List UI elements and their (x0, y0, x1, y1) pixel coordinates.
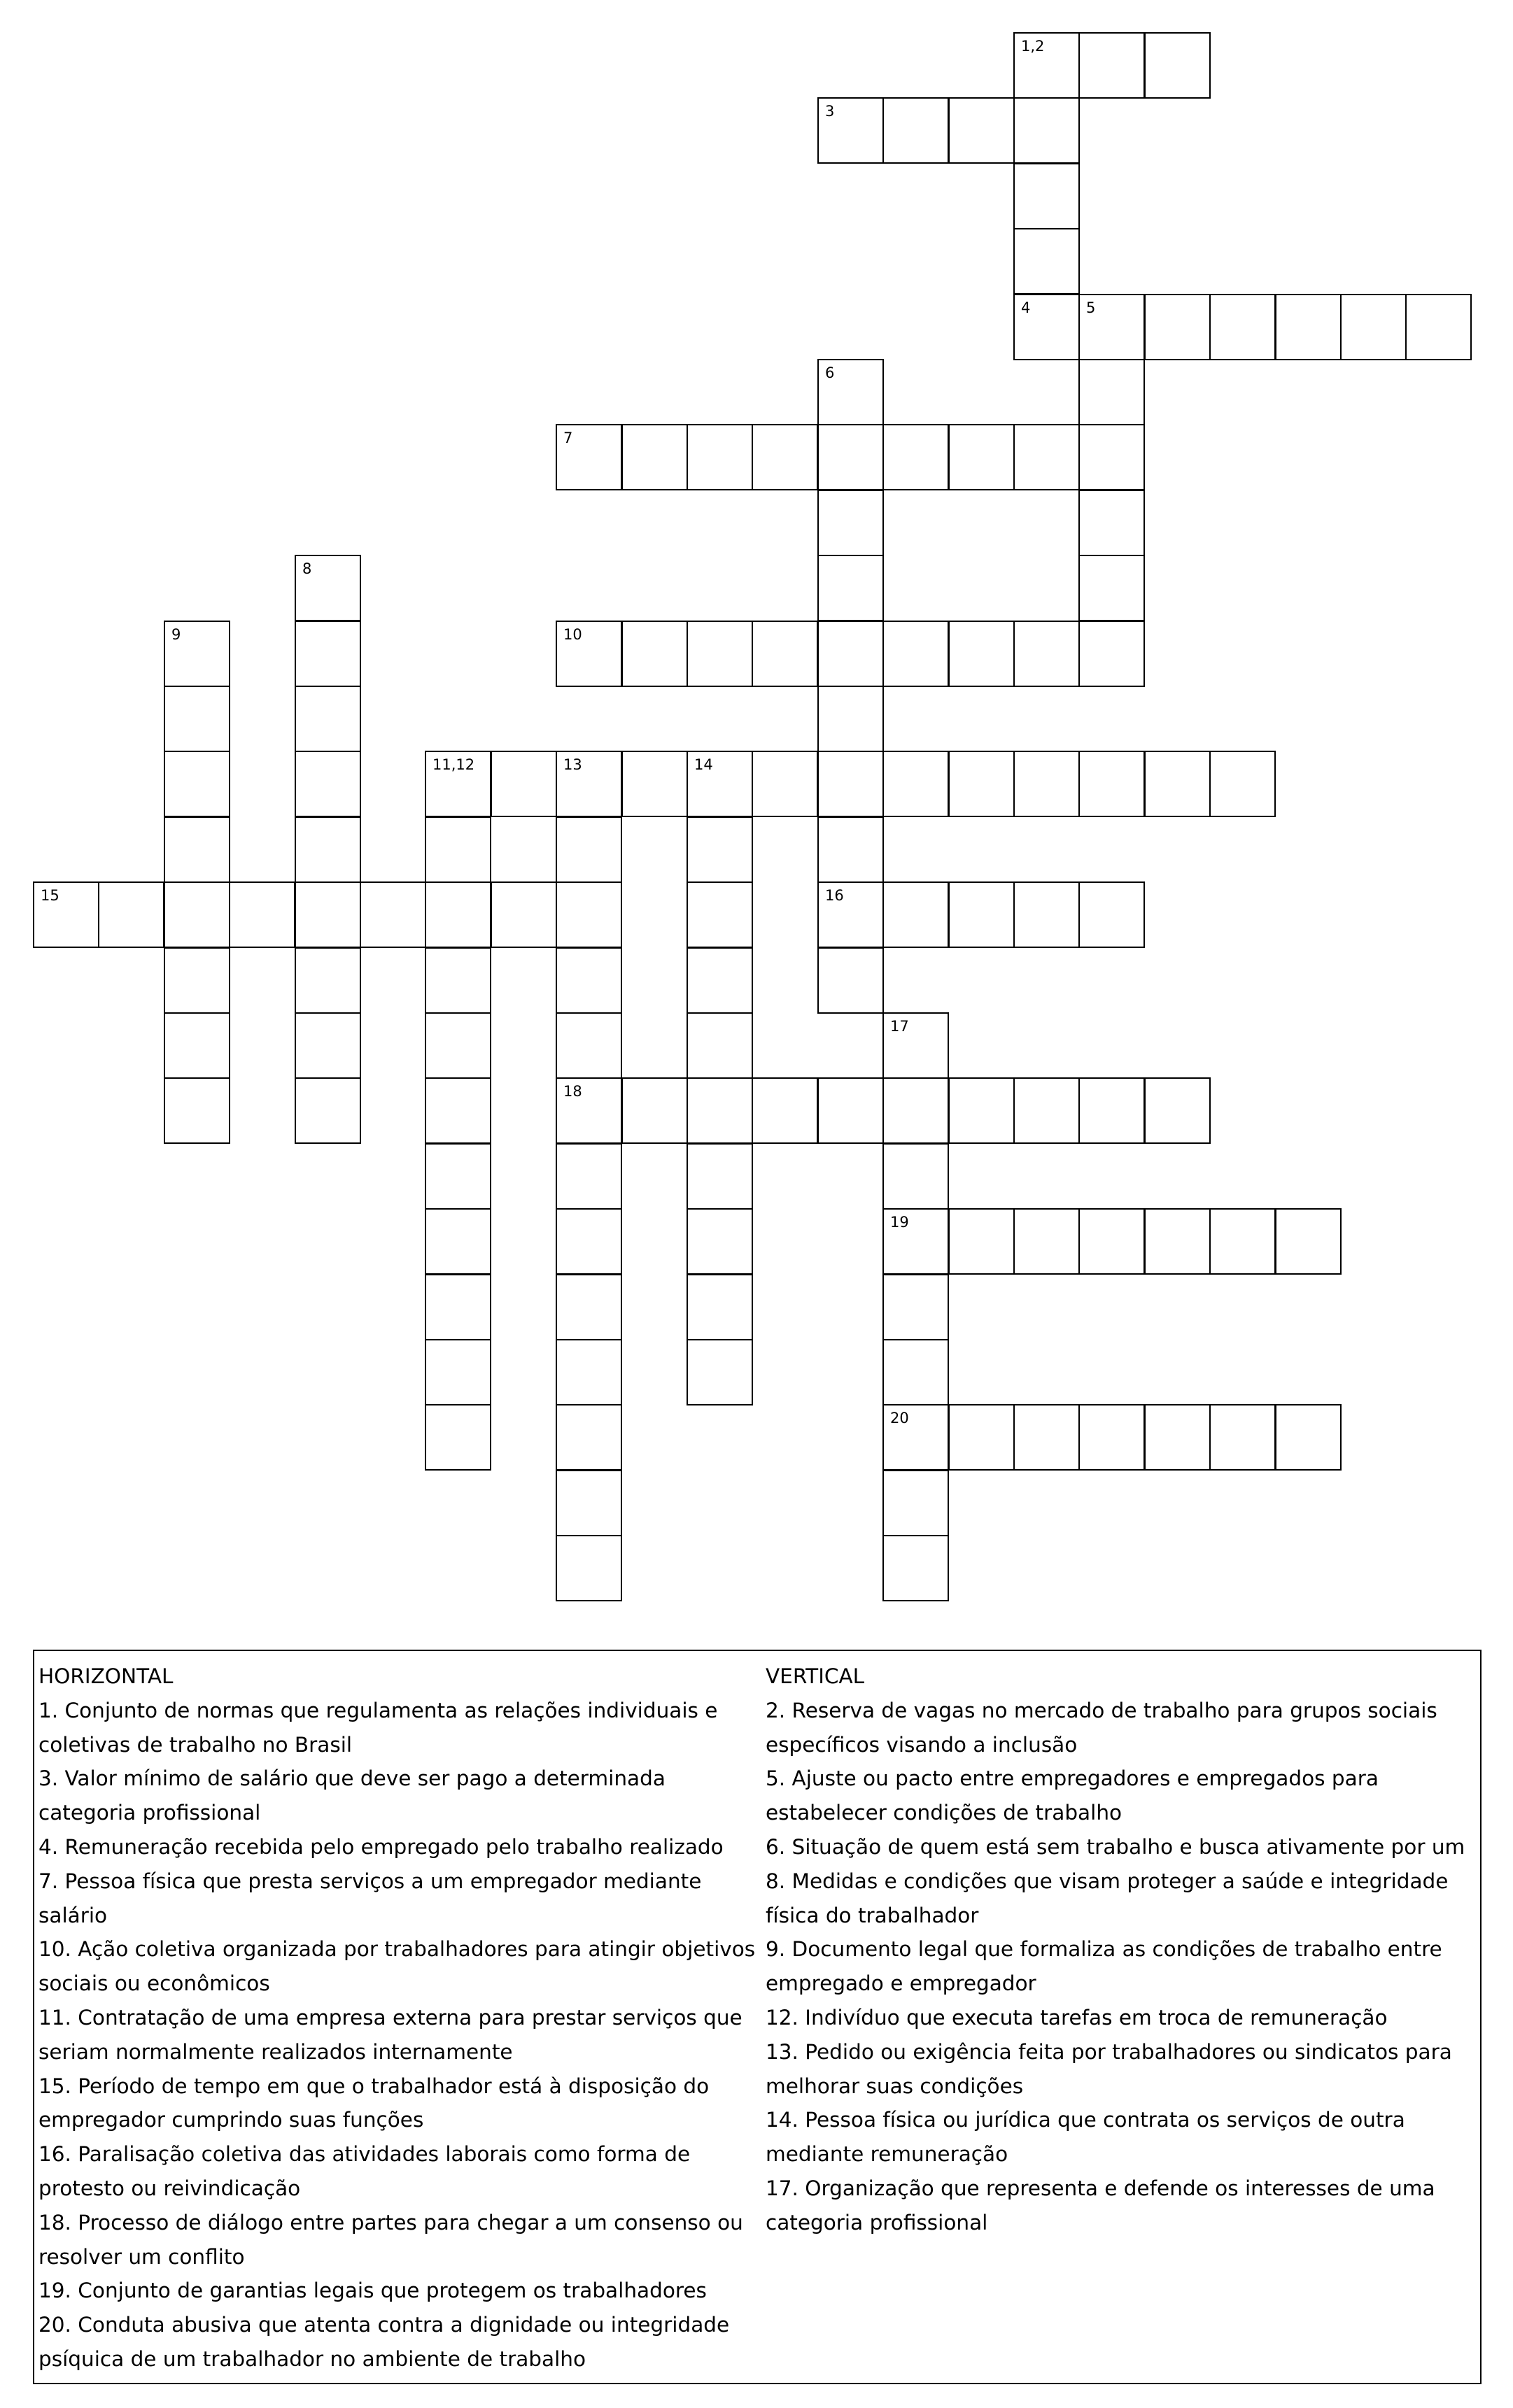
horizontal-clues (38, 1659, 763, 2377)
grid-cell[interactable] (882, 1470, 949, 1536)
grid-cell[interactable] (295, 555, 361, 621)
grid-cell[interactable] (1340, 294, 1407, 360)
clue-number: 20 (890, 1410, 909, 1426)
clue-down-8: 8. Medidas e condições que visam proteger a saúde e integridade física do trabalhador (766, 1869, 1449, 1927)
grid-cell[interactable] (164, 816, 230, 883)
grid-cell[interactable] (1209, 1208, 1276, 1275)
grid-cell[interactable] (687, 1143, 753, 1210)
grid-cell[interactable] (948, 424, 1015, 490)
clue-number: 16 (825, 887, 844, 904)
grid-cell[interactable] (360, 881, 426, 948)
grid-cell[interactable] (556, 947, 622, 1014)
clue-number: 10 (563, 626, 582, 643)
grid-cell[interactable] (1013, 751, 1080, 817)
grid-cell[interactable] (295, 816, 361, 883)
grid-cell[interactable] (687, 881, 753, 948)
grid-cell[interactable] (556, 1339, 622, 1405)
grid-cell[interactable] (817, 97, 884, 164)
grid-cell[interactable] (1078, 1208, 1145, 1275)
grid-cell[interactable] (425, 947, 491, 1014)
grid-cell[interactable] (948, 1208, 1015, 1275)
grid-cell[interactable] (1013, 32, 1080, 99)
grid-cell[interactable] (33, 881, 99, 948)
grid-cell[interactable] (1013, 424, 1080, 490)
grid-cell[interactable] (164, 751, 230, 817)
clue-down-13: 13. Pedido ou exigência feita por trabalhadores ou sindicatos para melhorar suas condições (766, 2039, 1452, 2098)
grid-cell[interactable] (752, 751, 818, 817)
grid-cell[interactable] (752, 1077, 818, 1144)
grid-cell[interactable] (425, 1274, 491, 1340)
grid-cell[interactable] (882, 1339, 949, 1405)
grid-cell[interactable] (948, 1077, 1015, 1144)
grid-cell[interactable] (1078, 32, 1145, 99)
grid-cell[interactable] (1078, 621, 1145, 687)
grid-cell[interactable] (1144, 1208, 1211, 1275)
grid-cell[interactable] (491, 751, 557, 817)
clue-number: 8 (302, 560, 312, 577)
grid-cell[interactable] (1013, 621, 1080, 687)
grid-cell[interactable] (1013, 1208, 1080, 1275)
grid-cell[interactable] (687, 1012, 753, 1079)
grid-cell[interactable] (556, 881, 622, 948)
grid-cell[interactable] (164, 947, 230, 1014)
grid-cell[interactable] (1078, 751, 1145, 817)
grid-cell[interactable] (752, 424, 818, 490)
clue-across-20: 20. Conduta abusiva que atenta contra a dignidade ou integridade psíquica de um trabalhador no ambiente de trabalho (38, 2313, 730, 2371)
grid-cell[interactable] (295, 881, 361, 948)
grid-cell[interactable] (295, 1077, 361, 1144)
grid-cell[interactable] (882, 1404, 949, 1471)
grid-cell[interactable] (687, 1077, 753, 1144)
grid-cell[interactable] (425, 1077, 491, 1144)
grid-cell[interactable] (1078, 359, 1145, 425)
clue-down-14: 14. Pessoa física ou jurídica que contrata os serviços de outra mediante remuneração (766, 2108, 1405, 2167)
grid-cell[interactable] (621, 424, 688, 490)
grid-cell[interactable] (752, 621, 818, 687)
grid-cell[interactable] (687, 1339, 753, 1405)
grid-cell[interactable] (556, 1143, 622, 1210)
clue-number: 18 (563, 1083, 582, 1100)
horizontal-title: HORIZONTAL (38, 1664, 174, 1688)
clue-down-17: 17. Organização que representa e defende os interesses de uma categoria profissional (766, 2176, 1435, 2235)
grid-cell[interactable] (295, 621, 361, 687)
grid-cell[interactable] (1078, 490, 1145, 556)
grid-cell[interactable] (882, 751, 949, 817)
grid-cell[interactable] (425, 1208, 491, 1275)
grid-cell[interactable] (817, 881, 884, 948)
grid-cell[interactable] (1078, 881, 1145, 948)
grid-cell[interactable] (1144, 1077, 1211, 1144)
grid-cell[interactable] (687, 424, 753, 490)
grid-cell[interactable] (882, 1143, 949, 1210)
grid-cell[interactable] (164, 686, 230, 752)
grid-cell[interactable] (948, 97, 1015, 164)
grid-cell[interactable] (229, 881, 295, 948)
grid-cell[interactable] (1209, 294, 1276, 360)
grid-cell[interactable] (882, 1077, 949, 1144)
grid-cell[interactable] (1275, 1208, 1342, 1275)
grid-cell[interactable] (425, 1012, 491, 1079)
grid-cell[interactable] (164, 1012, 230, 1079)
grid-cell[interactable] (882, 881, 949, 948)
grid-cell[interactable] (1078, 1404, 1145, 1471)
grid-cell[interactable] (295, 751, 361, 817)
grid-cell[interactable] (687, 621, 753, 687)
grid-cell[interactable] (556, 816, 622, 883)
grid-cell[interactable] (556, 424, 622, 490)
grid-cell[interactable] (1013, 1077, 1080, 1144)
grid-cell[interactable] (948, 751, 1015, 817)
clue-across-4: 4. Remuneração recebida pelo empregado pelo trabalho realizado (38, 1834, 724, 1859)
grid-cell[interactable] (817, 1077, 884, 1144)
grid-cell[interactable] (817, 751, 884, 817)
clue-down-2: 2. Reserva de vagas no mercado de trabalho para grupos sociais específicos visando a inclusão (766, 1698, 1437, 1757)
clue-number: 9 (171, 626, 181, 643)
grid-cell[interactable] (556, 1274, 622, 1340)
clue-number: 6 (825, 364, 835, 381)
grid-cell[interactable] (1013, 294, 1080, 360)
grid-cell[interactable] (1144, 1404, 1211, 1471)
grid-cell[interactable] (687, 751, 753, 817)
grid-cell[interactable] (621, 621, 688, 687)
grid-cell[interactable] (295, 947, 361, 1014)
grid-cell[interactable] (491, 881, 557, 948)
clue-across-7: 7. Pessoa física que presta serviços a um empregador mediante salário (38, 1869, 702, 1927)
grid-cell[interactable] (425, 1339, 491, 1405)
grid-cell[interactable] (98, 881, 164, 948)
clue-across-11: 11. Contratação de uma empresa externa para prestar serviços que seriam normalmente realizados internamente (38, 2005, 743, 2064)
grid-cell[interactable] (295, 686, 361, 752)
grid-cell[interactable] (556, 1535, 622, 1601)
grid-cell[interactable] (1209, 751, 1276, 817)
grid-cell[interactable] (425, 816, 491, 883)
grid-cell[interactable] (882, 97, 949, 164)
grid-cell[interactable] (948, 1404, 1015, 1471)
grid-cell[interactable] (882, 424, 949, 490)
grid-cell[interactable] (1209, 1404, 1276, 1471)
grid-cell[interactable] (882, 1012, 949, 1079)
grid-cell[interactable] (1275, 1404, 1342, 1471)
grid-cell[interactable] (164, 1077, 230, 1144)
vertical-clues (766, 1659, 1479, 2240)
grid-cell[interactable] (425, 1143, 491, 1210)
grid-cell[interactable] (817, 686, 884, 752)
grid-cell[interactable] (1013, 97, 1080, 164)
grid-cell[interactable] (556, 621, 622, 687)
clue-across-1: 1. Conjunto de normas que regulamenta as relações individuais e coletivas de trabalho no Brasil (38, 1698, 718, 1757)
grid-cell[interactable] (425, 751, 491, 817)
grid-cell[interactable] (556, 1012, 622, 1079)
clue-across-10: 10. Ação coletiva organizada por trabalhadores para atingir objetivos sociais ou econômicos (38, 1937, 756, 1996)
grid-cell[interactable] (817, 359, 884, 425)
grid-cell[interactable] (556, 1470, 622, 1536)
grid-cell[interactable] (687, 1208, 753, 1275)
grid-cell[interactable] (882, 1274, 949, 1340)
grid-cell[interactable] (556, 751, 622, 817)
grid-cell[interactable] (425, 881, 491, 948)
grid-cell[interactable] (1078, 424, 1145, 490)
clue-number: 13 (563, 756, 582, 773)
clue-number: 5 (1086, 299, 1096, 316)
clue-number: 1,2 (1021, 38, 1045, 55)
grid-cell[interactable] (687, 947, 753, 1014)
clue-number: 7 (563, 430, 573, 446)
clue-number: 4 (1021, 299, 1031, 316)
clue-number: 19 (890, 1214, 909, 1231)
grid-cell[interactable] (1144, 294, 1211, 360)
grid-cell[interactable] (1013, 1404, 1080, 1471)
grid-cell[interactable] (425, 1404, 491, 1471)
grid-cell[interactable] (948, 881, 1015, 948)
grid-cell[interactable] (556, 1208, 622, 1275)
grid-cell[interactable] (164, 621, 230, 687)
grid-cell[interactable] (817, 424, 884, 490)
clue-down-6: 6. Situação de quem está sem trabalho e busca ativamente por um (766, 1834, 1465, 1859)
grid-cell[interactable] (1078, 1077, 1145, 1144)
grid-cell[interactable] (817, 555, 884, 621)
clue-across-3: 3. Valor mínimo de salário que deve ser pago a determinada categoria profissional (38, 1766, 666, 1825)
clue-across-15: 15. Período de tempo em que o trabalhador está à disposição do empregador cumprindo suas funções (38, 2074, 710, 2132)
clue-across-18: 18. Processo de diálogo entre partes para chegar a um consenso ou resolver um conflito (38, 2210, 743, 2269)
grid-cell[interactable] (1078, 294, 1145, 360)
grid-cell[interactable] (1144, 32, 1211, 99)
grid-cell[interactable] (556, 1077, 622, 1144)
grid-cell[interactable] (1144, 751, 1211, 817)
clue-number: 17 (890, 1018, 909, 1035)
clue-down-12: 12. Indivíduo que executa tarefas em troca de remuneração (766, 2005, 1388, 2030)
grid-cell[interactable] (1013, 163, 1080, 229)
grid-cell[interactable] (1078, 555, 1145, 621)
clue-number: 11,12 (432, 756, 475, 773)
grid-cell[interactable] (687, 1274, 753, 1340)
grid-cell[interactable] (295, 1012, 361, 1079)
grid-cell[interactable] (817, 490, 884, 556)
clue-across-19: 19. Conjunto de garantias legais que protegem os trabalhadores (38, 2279, 707, 2303)
clue-number: 14 (694, 756, 713, 773)
grid-cell[interactable] (1013, 881, 1080, 948)
grid-cell[interactable] (1405, 294, 1472, 360)
clue-down-9: 9. Documento legal que formaliza as condições de trabalho entre empregado e empregador (766, 1937, 1442, 1996)
vertical-title: VERTICAL (766, 1664, 865, 1688)
grid-cell[interactable] (948, 621, 1015, 687)
grid-cell[interactable] (164, 881, 230, 948)
grid-cell[interactable] (817, 621, 884, 687)
grid-cell[interactable] (882, 621, 949, 687)
grid-cell[interactable] (817, 816, 884, 883)
grid-cell[interactable] (621, 1077, 688, 1144)
clue-number: 3 (825, 103, 835, 120)
grid-cell[interactable] (1275, 294, 1342, 360)
grid-cell[interactable] (882, 1535, 949, 1601)
grid-cell[interactable] (882, 1208, 949, 1275)
clue-across-16: 16. Paralisação coletiva das atividades laborais como forma de protesto ou reivindicação (38, 2142, 691, 2200)
grid-cell[interactable] (556, 1404, 622, 1471)
grid-cell[interactable] (687, 816, 753, 883)
grid-cell[interactable] (1013, 228, 1080, 295)
clue-down-5: 5. Ajuste ou pacto entre empregadores e empregados para estabelecer condições de trabalho (766, 1766, 1379, 1825)
clue-number: 15 (41, 887, 59, 904)
grid-cell[interactable] (621, 751, 688, 817)
grid-cell[interactable] (817, 947, 884, 1014)
